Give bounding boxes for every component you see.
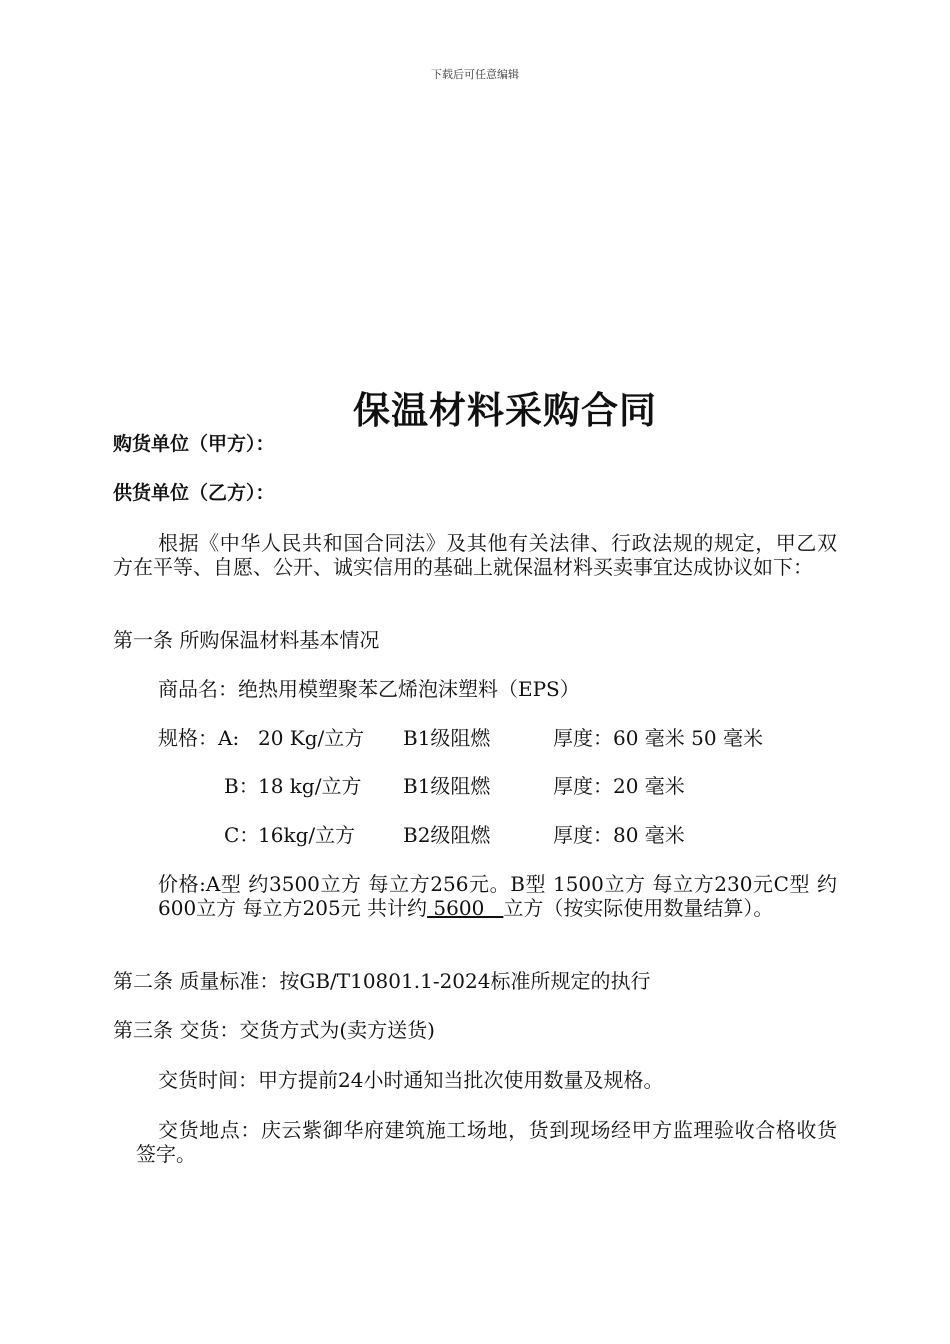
delivery-time: 交货时间：甲方提前24小时通知当批次使用数量及规格。 xyxy=(158,1068,664,1092)
article2-quality: 第二条 质量标准：按GB/T10801.1-2024标准所规定的执行 xyxy=(113,969,651,993)
spec-grade: B1级阻燃 xyxy=(403,774,491,798)
spec-thickness: 厚度：20 毫米 xyxy=(553,774,685,798)
spec-row-c xyxy=(0,823,950,847)
spec-thickness: 厚度：60 毫米 50 毫米 xyxy=(553,726,763,750)
spec-prefix: B： xyxy=(224,774,259,798)
article3-heading: 第三条 交货：交货方式为(卖方送货) xyxy=(113,1018,435,1042)
article1-heading: 第一条 所购保温材料基本情况 xyxy=(113,628,380,652)
buyer-label: 购货单位（甲方）： xyxy=(113,433,275,455)
price-text-end: 立方（按实际使用数量结算）。 xyxy=(503,896,774,920)
page-title: 保温材料采购合同 xyxy=(353,389,657,432)
spec-prefix: 规格：A: xyxy=(158,726,240,750)
seller-label: 供货单位（乙方）： xyxy=(113,482,275,504)
price-text: 价格:A型 约3500立方 每立方256元。B型 1500立方 每立方230元C型 约600立方 每立方205元 共计约 xyxy=(158,872,837,920)
spec-row-a xyxy=(0,726,950,750)
preamble-paragraph: 根据《中华人民共和国合同法》及其他有关法律、行政法规的规定，甲乙双方在平等、自愿、公开、诚实信用的基础上就保温材料买卖事宜达成协议如下： xyxy=(113,531,837,579)
spec-grade: B1级阻燃 xyxy=(403,726,491,750)
price-total-quantity: 5600 xyxy=(427,896,504,920)
header-note: 下载后可任意编辑 xyxy=(431,68,519,81)
spec-row-b xyxy=(0,774,950,798)
spec-density: 18 kg/立方 xyxy=(258,774,362,798)
spec-prefix: C： xyxy=(224,823,260,847)
price-paragraph xyxy=(158,872,837,920)
spec-grade: B2级阻燃 xyxy=(403,823,491,847)
product-name: 商品名：绝热用模塑聚苯乙烯泡沫塑料（EPS） xyxy=(158,677,580,701)
spec-thickness: 厚度：80 毫米 xyxy=(553,823,685,847)
delivery-place: 交货地点：庆云紫御华府建筑施工场地，货到现场经甲方监理验收合格收货签字。 xyxy=(136,1118,837,1166)
spec-density: 20 Kg/立方 xyxy=(258,726,365,750)
spec-density: 16kg/立方 xyxy=(258,823,356,847)
